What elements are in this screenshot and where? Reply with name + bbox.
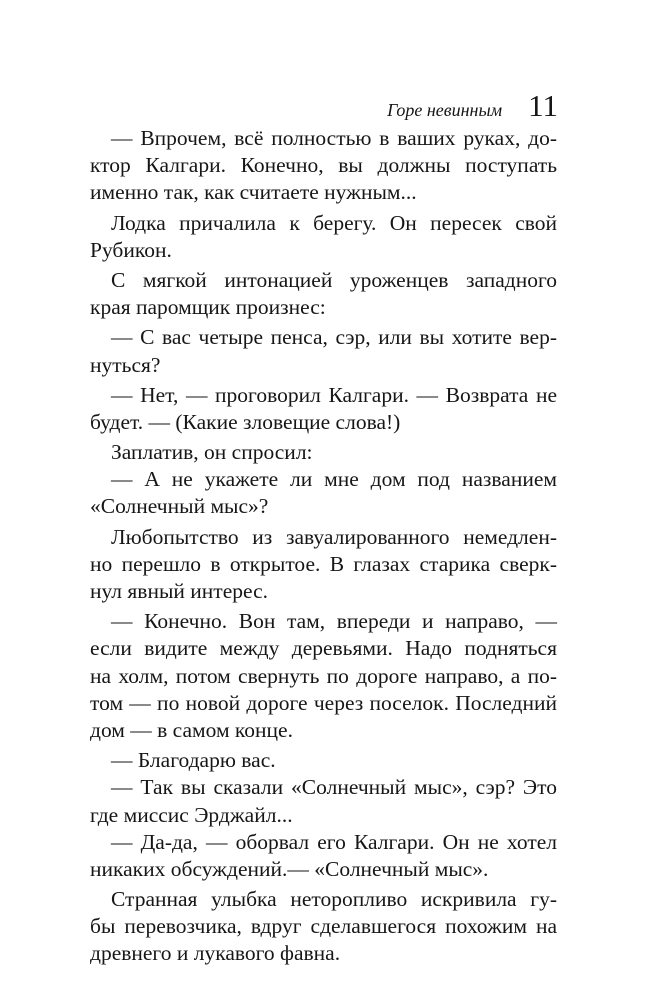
text-line: С мягкой интонацией уроженцев западного [111, 267, 557, 292]
text-line: но перешло в открытое. В глазах старика сверк- [90, 551, 557, 576]
text-line: нуться? [90, 352, 161, 377]
text-line: — А не укажете ли мне дом под названием [111, 467, 557, 492]
text-line: края паромщик произнес: [90, 295, 326, 320]
text-line: ктор Калгари. Конечно, вы должны поступать [90, 153, 557, 178]
text-line: Странная улыбка неторопливо искривила гу- [111, 887, 557, 912]
text-line: Лодка причалила к берегу. Он пересек свой [111, 210, 557, 235]
text-line: Рубикон. [90, 237, 172, 262]
text-line: — Благодарю вас. [111, 748, 276, 773]
text-line: Заплатив, он спросил: [111, 440, 313, 465]
text-line: — Так вы сказали «Солнечный мыс», сэр? Это [111, 775, 557, 800]
text-line: — С вас четыре пенса, сэр, или вы хотите вер- [111, 325, 557, 350]
text-line: дом — в самом конце. [90, 717, 293, 742]
text-line: на холм, потом свернуть по дороге направо, а по- [90, 663, 557, 688]
text-line: именно так, как считаете нужным... [90, 180, 417, 205]
text-line: — Конечно. Вон там, впереди и направо, — [111, 609, 557, 634]
body-text [90, 125, 557, 968]
text-line: — Да-да, — оборвал его Калгари. Он не хотел [111, 829, 557, 854]
text-line: где миссис Эрджайл... [90, 802, 293, 827]
text-line: — Нет, — проговорил Калгари. — Возврата не [111, 382, 557, 407]
text-line: — Впрочем, всё полностью в ваших руках, до- [111, 126, 557, 150]
text-line: «Солнечный мыс»? [90, 494, 269, 519]
running-title: Горе невинным [387, 100, 503, 120]
text-line: никаких обсуждений.— «Солнечный мыс». [90, 856, 489, 881]
running-header [387, 88, 558, 124]
text-line: если видите между деревьями. Надо подняться [90, 636, 557, 661]
page-number: 11 [528, 88, 558, 123]
text-line: Любопытство из завуалированного немедлен- [111, 524, 557, 549]
text-line: том — по новой дороге через поселок. Последний [90, 690, 557, 715]
text-line: древнего и лукавого фавна. [90, 941, 341, 966]
text-line: нул явный интерес. [90, 579, 268, 603]
text-line: будет. — (Какие зловещие слова!) [90, 409, 401, 434]
text-line: бы перевозчика, вдруг сделавшегося похожим на [90, 914, 557, 939]
